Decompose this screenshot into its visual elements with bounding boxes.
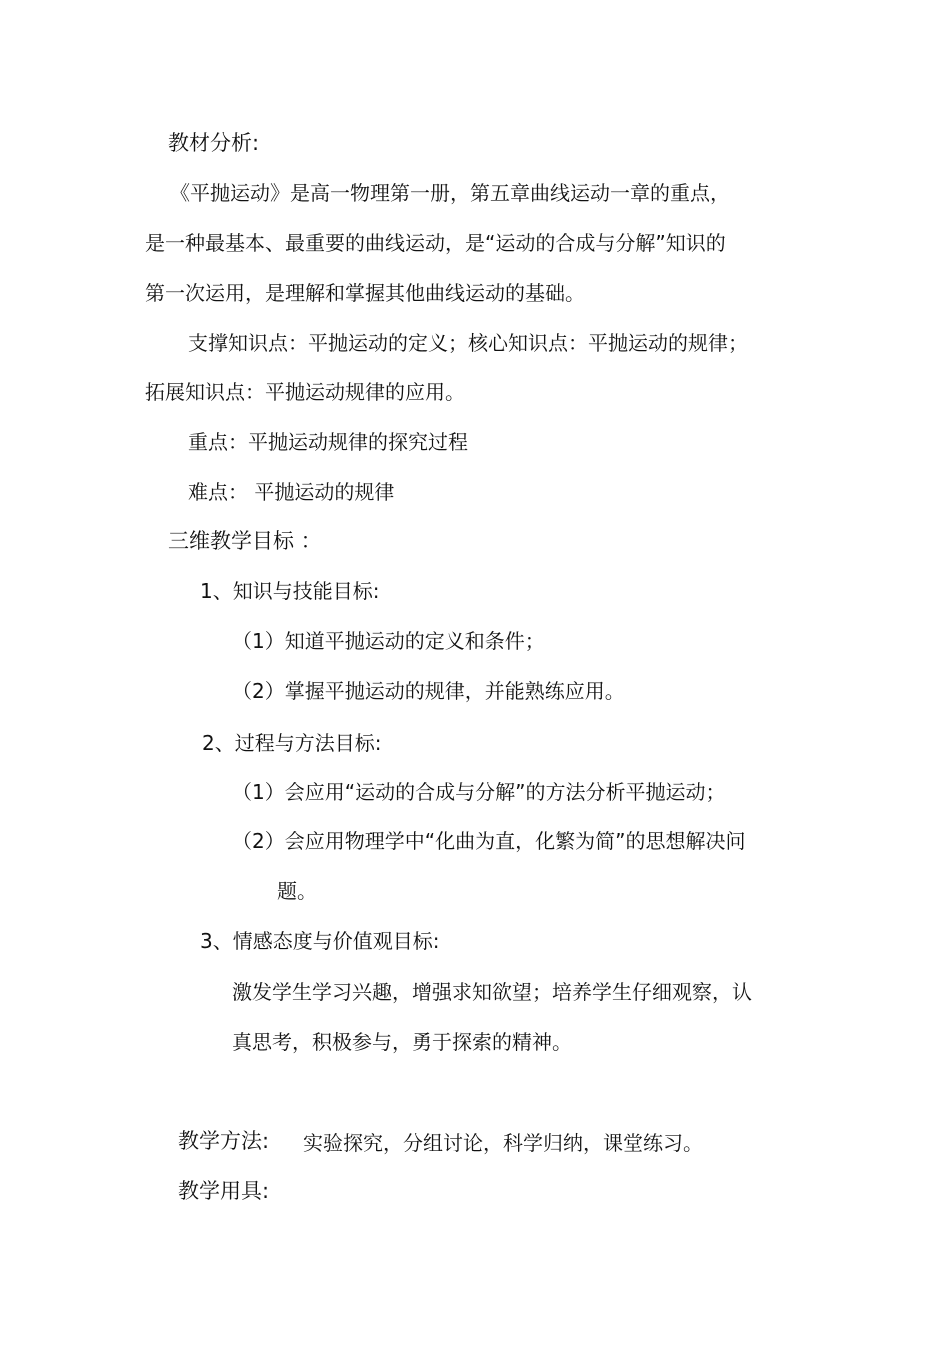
goal-item: （1）知道平抛运动的定义和条件； <box>232 629 545 653</box>
goal-item: （2）掌握平抛运动的规律，并能熟练应用。 <box>232 679 625 703</box>
goal-item: （1）会应用“运动的合成与分解”的方法分析平抛运动； <box>232 780 726 804</box>
goal-item: （2）会应用物理学中“化曲为直，化繁为简”的思想解决问 <box>232 829 746 853</box>
goal-title: 1、知识与技能目标: <box>200 579 380 603</box>
paragraph-line: 第一次运用，是理解和掌握其他曲线运动的基础。 <box>145 281 585 305</box>
paragraph-line: 支撑知识点：平抛运动的定义；核心知识点：平抛运动的规律； <box>188 331 748 355</box>
paragraph-line: 是一种最基本、最重要的曲线运动，是“运动的合成与分解”知识的 <box>145 231 726 255</box>
difficulty-point: 难点： 平抛运动的规律 <box>188 480 395 504</box>
goal-item-continuation: 题。 <box>277 879 317 903</box>
teaching-tools-label: 教学用具: <box>178 1179 270 1203</box>
goal-item: 真思考，积极参与，勇于探索的精神。 <box>232 1030 572 1054</box>
teaching-method-label: 教学方法: <box>178 1129 270 1153</box>
goal-item: 激发学生学习兴趣，增强求知欲望；培养学生仔细观察，认 <box>232 980 752 1004</box>
paragraph-line: 《平抛运动》是高一物理第一册，第五章曲线运动一章的重点， <box>170 181 730 205</box>
teaching-method-value: 实验探究，分组讨论，科学归纳，课堂练习。 <box>303 1131 703 1155</box>
heading-textbook-analysis: 教材分析: <box>168 131 260 155</box>
paragraph-line: 拓展知识点：平抛运动规律的应用。 <box>145 380 465 404</box>
goal-title: 3、情感态度与价值观目标: <box>200 929 440 953</box>
key-point: 重点：平抛运动规律的探究过程 <box>188 430 468 454</box>
goal-title: 2、过程与方法目标: <box>202 731 382 755</box>
heading-teaching-goals: 三维教学目标 ： <box>168 529 322 553</box>
